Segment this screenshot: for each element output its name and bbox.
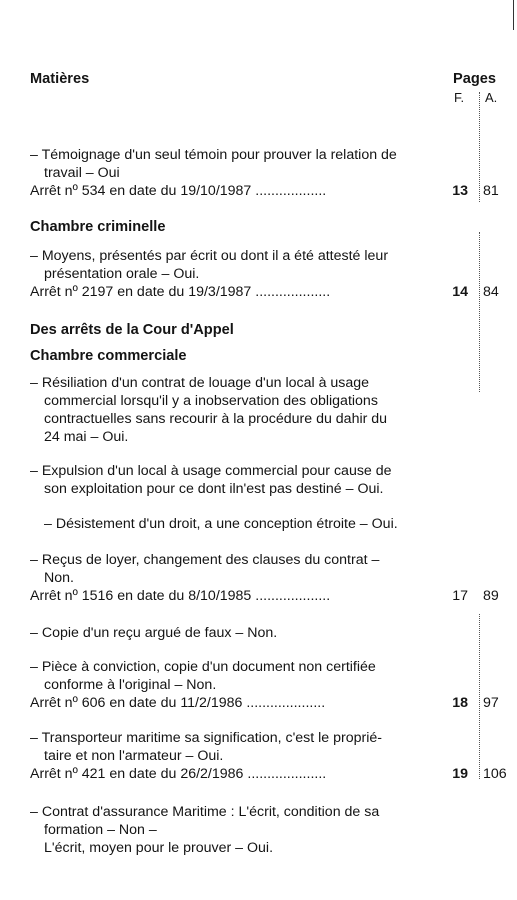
page-f: 14 <box>452 284 468 300</box>
entry-text: – Résiliation d'un contrat de louage d'un local à usage <box>30 375 370 391</box>
entry-text: L'écrit, moyen pour le prouver – Oui. <box>44 840 274 856</box>
page-a: 97 <box>483 695 499 711</box>
entry-text: – Pièce à conviction, copie d'un document non certifiée <box>30 659 376 675</box>
page-a: 81 <box>483 183 499 199</box>
entry-text: – Transporteur maritime sa signification, c'est le proprié- <box>30 730 383 746</box>
entry-text: – Témoignage d'un seul témoin pour prouver la relation de <box>30 147 397 163</box>
column-header-pages: Pages <box>453 71 496 87</box>
page-f: 18 <box>452 695 468 711</box>
entry-text: conforme à l'original – Non. <box>44 677 217 693</box>
column-separator <box>479 92 480 202</box>
entry-text: – Moyens, présentés par écrit ou dont il a été attesté leur <box>30 248 389 264</box>
section-heading: Chambre commerciale <box>30 348 187 364</box>
entry-text: – Expulsion d'un local à usage commercial pour cause de <box>30 463 392 479</box>
arret-reference: Arrêt nº 2197 en date du 19/3/1987 ................... <box>30 284 331 300</box>
entry-text: contractuelles sans recourir à la procédure du dahir du <box>44 411 388 427</box>
entry-text: Non. <box>44 570 74 586</box>
column-separator <box>479 232 480 392</box>
column-header-a: A. <box>485 90 498 105</box>
arret-reference: Arrêt nº 1516 en date du 8/10/1985 ................... <box>30 588 331 604</box>
entry-text: son exploitation pour ce dont iln'est pas destiné – Oui. <box>44 481 384 497</box>
entry-text: – Contrat d'assurance Maritime : L'écrit, condition de sa <box>30 804 380 820</box>
entry-text: taire et non l'armateur – Oui. <box>44 748 224 764</box>
page-a: 106 <box>483 766 507 782</box>
page-a: 84 <box>483 284 499 300</box>
entry-text: – Copie d'un reçu argué de faux – Non. <box>30 625 278 641</box>
page-a: 89 <box>483 588 499 604</box>
entry-text: présentation orale – Oui. <box>44 266 200 282</box>
entry-text: – Reçus de loyer, changement des clauses du contrat – <box>30 552 380 568</box>
column-header-matieres: Matières <box>30 71 90 87</box>
page-f: 13 <box>452 183 468 199</box>
arret-reference: Arrêt nº 534 en date du 19/10/1987 .................. <box>30 183 327 199</box>
section-heading: Chambre criminelle <box>30 219 166 235</box>
page-f: 19 <box>452 766 468 782</box>
column-separator <box>479 614 480 779</box>
column-header-f: F. <box>454 90 465 105</box>
page-f: 17 <box>452 588 468 604</box>
entry-text: 24 mai – Oui. <box>44 429 129 445</box>
section-heading: Des arrêts de la Cour d'Appel <box>30 322 234 338</box>
arret-reference: Arrêt nº 606 en date du 11/2/1986 .................... <box>30 695 326 711</box>
entry-text: formation – Non – <box>44 822 157 838</box>
entry-text: – Désistement d'un droit, a une conception étroite – Oui. <box>44 516 398 532</box>
arret-reference: Arrêt nº 421 en date du 26/2/1986 .................... <box>30 766 327 782</box>
entry-text: travail – Oui <box>44 165 120 181</box>
edge-mark <box>513 0 514 30</box>
entry-text: commercial lorsqu'il y a inobservation des obligations <box>44 393 378 409</box>
